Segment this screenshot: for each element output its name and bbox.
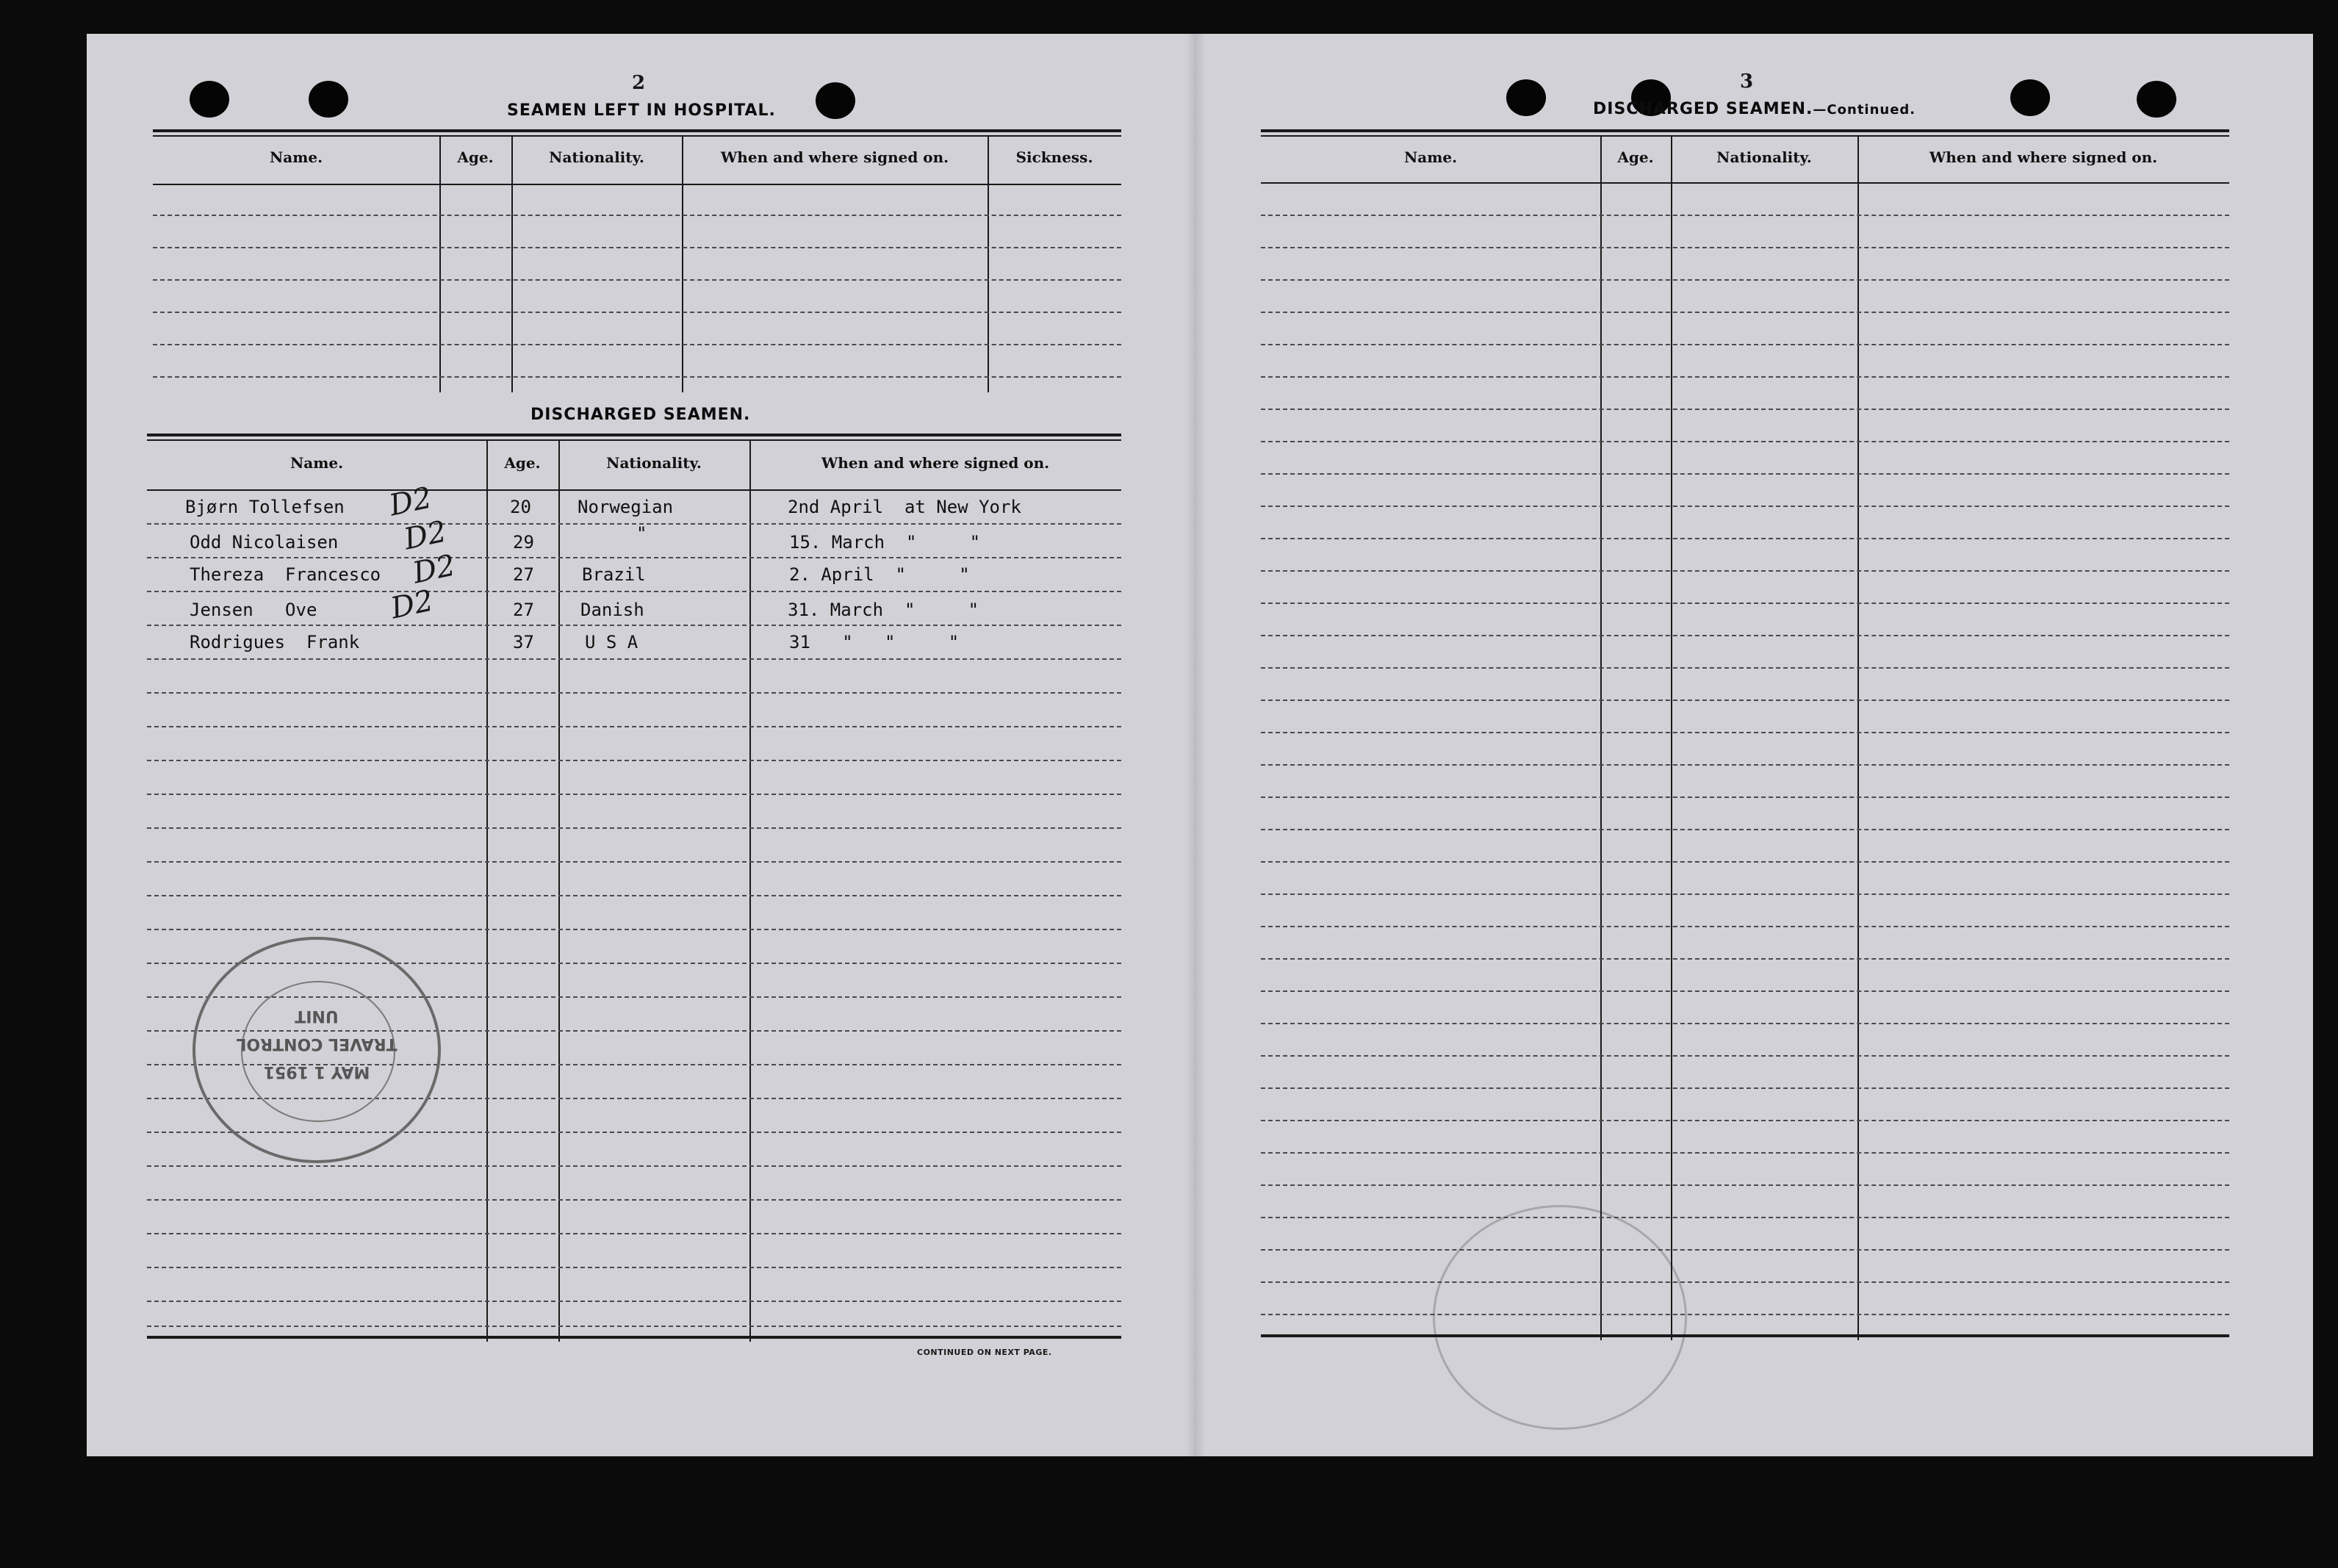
row-5-age: 37 (513, 632, 534, 652)
row-2-nationality: " (636, 523, 647, 544)
hospital-section-title: SEAMEN LEFT IN HOSPITAL. (507, 101, 776, 120)
discharged-header-signed-on: When and where signed on. (821, 454, 1050, 472)
ruled-line (1261, 376, 2229, 378)
ruled-line (1261, 344, 2229, 345)
ruled-line (1261, 1055, 2229, 1057)
punch-hole (1506, 79, 1546, 116)
ruled-line (1261, 441, 2229, 442)
row-5-name: Rodrigues Frank (190, 632, 360, 652)
right-title-suffix: —Continued. (1813, 102, 1916, 118)
ruled-line (1261, 279, 2229, 281)
stamp-line-unit: UNIT (295, 1007, 339, 1025)
right-header-name: Name. (1403, 148, 1458, 166)
right-title-main: DISCHARGED SEAMEN. (1593, 100, 1813, 118)
ruled-line (1261, 1152, 2229, 1154)
page-number-left: 2 (632, 72, 646, 94)
ruled-line (1261, 796, 2229, 798)
discharged-header-age: Age. (504, 454, 541, 472)
row-4-mark: D2 (387, 583, 436, 626)
discharged-continued-table (1261, 129, 2229, 1340)
punch-hole (816, 82, 855, 119)
right-section-title (1593, 100, 1916, 118)
row-4-nationality: Danish (580, 600, 644, 620)
punch-hole (309, 81, 348, 118)
hospital-header-sickness: Sickness. (1015, 148, 1093, 166)
ruled-line (1261, 506, 2229, 507)
row-4-name: Jensen Ove (190, 600, 317, 620)
row-1-age: 20 (510, 497, 531, 517)
discharged-section-title: DISCHARGED SEAMEN. (530, 406, 751, 424)
row-2-name: Odd Nicolaisen (190, 532, 339, 553)
hospital-header-nationality: Nationality. (549, 148, 644, 166)
ruled-line (1261, 1217, 2229, 1218)
row-4-age: 27 (513, 600, 534, 620)
row-3-signed-on: 2. April " " (789, 564, 970, 585)
row-1-name: Bjørn Tollefsen (185, 497, 345, 517)
ruled-line (1261, 1281, 2229, 1283)
ruled-line (1261, 829, 2229, 830)
row-5-nationality: U S A (585, 632, 639, 652)
punch-hole (2137, 81, 2176, 118)
row-3-mark: D2 (409, 548, 458, 591)
right-header-age: Age. (1617, 148, 1654, 166)
ruled-line (1261, 1120, 2229, 1121)
discharged-header-name: Name. (289, 454, 344, 472)
ruled-line (1261, 1023, 2229, 1024)
row-3-nationality: Brazil (582, 564, 646, 585)
row-1-mark: D2 (386, 481, 435, 523)
ruled-line (1261, 215, 2229, 216)
row-2-signed-on: 15. March " " (789, 532, 981, 553)
ruled-line (1261, 1249, 2229, 1251)
row-2-mark: D2 (400, 514, 450, 557)
ruled-line (1261, 409, 2229, 410)
discharged-header-nationality: Nationality. (606, 454, 702, 472)
ruled-line (1261, 861, 2229, 863)
ruled-line (1261, 700, 2229, 701)
ruled-line (1261, 312, 2229, 313)
ruled-line (1261, 732, 2229, 733)
hospital-header-age: Age. (457, 148, 494, 166)
ruled-line (1261, 1087, 2229, 1089)
hospital-table (153, 129, 1121, 394)
stamp-line-travel-control: TRAVEL CONTROL (236, 1035, 398, 1053)
punch-hole (190, 81, 229, 118)
row-3-name: Thereza Francesco (190, 564, 381, 585)
ruled-line (1261, 764, 2229, 766)
ruled-line (1261, 893, 2229, 895)
row-5-signed-on: 31 " " " (789, 632, 960, 652)
ruled-line (1261, 570, 2229, 572)
hospital-header-signed-on: When and where signed on. (720, 148, 949, 166)
ruled-line (1261, 958, 2229, 960)
ruled-line (1261, 1314, 2229, 1315)
stamp-date: MAY 1 1951 (263, 1062, 370, 1081)
ruled-line (1261, 538, 2229, 539)
continued-note: CONTINUED ON NEXT PAGE. (917, 1348, 1052, 1357)
hospital-header-name: Name. (269, 148, 323, 166)
ruled-line (1261, 473, 2229, 475)
ruled-line (1261, 926, 2229, 927)
ruled-line (1261, 603, 2229, 604)
travel-control-stamp (193, 937, 441, 1163)
ruled-line (1261, 990, 2229, 992)
ruled-line (1261, 667, 2229, 669)
row-1-nationality: Norwegian (578, 497, 674, 517)
row-3-age: 27 (513, 564, 534, 585)
right-header-nationality: Nationality. (1716, 148, 1812, 166)
row-4-signed-on: 31. March " " (788, 600, 979, 620)
page-fold (1186, 34, 1205, 1456)
page-number-right: 3 (1740, 71, 1754, 93)
ruled-line (1261, 1184, 2229, 1186)
ruled-line (1261, 247, 2229, 248)
ruled-line (1261, 635, 2229, 636)
row-2-age: 29 (513, 532, 534, 553)
row-1-signed-on: 2nd April at New York (788, 497, 1021, 517)
punch-hole (2010, 79, 2050, 116)
right-header-signed-on: When and where signed on. (1929, 148, 2158, 166)
